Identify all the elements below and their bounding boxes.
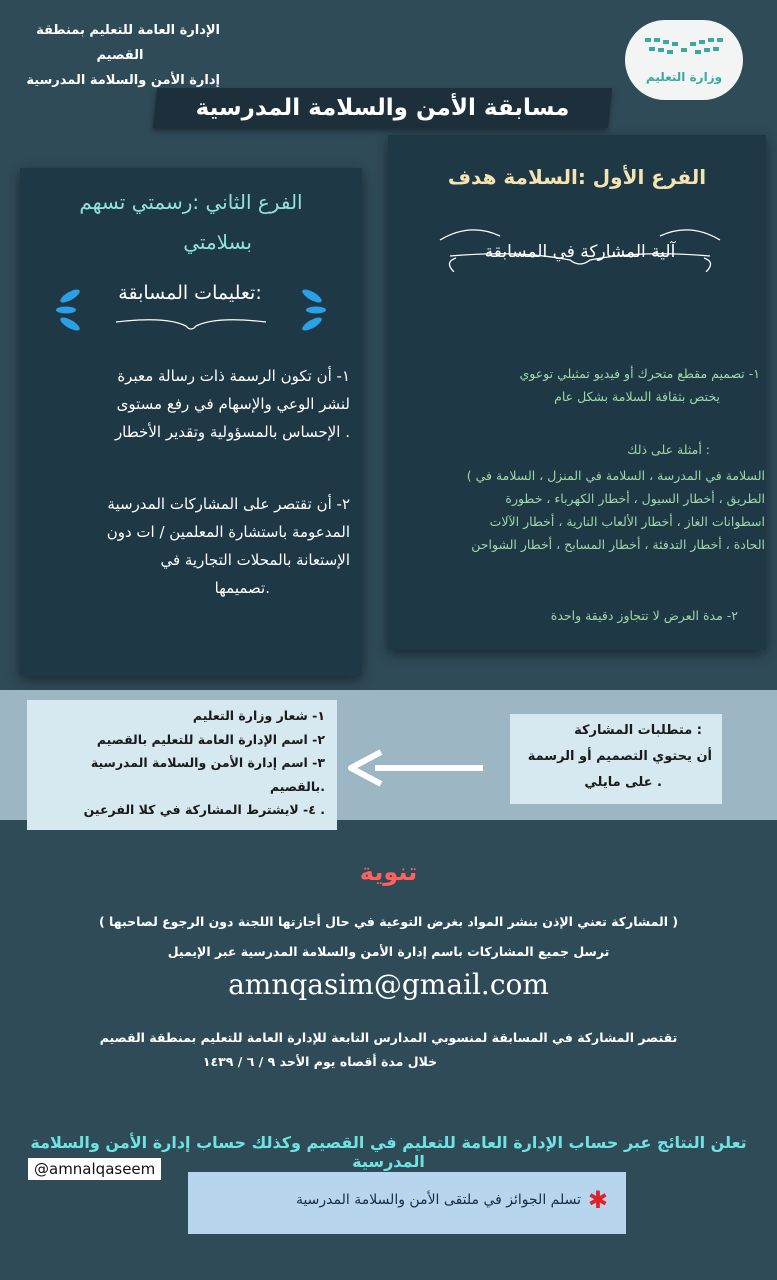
branch1-examples-label: أمثلة على ذلك : <box>627 442 710 457</box>
requirements-list-box <box>27 700 337 830</box>
page-title: مسابقة الأمن والسلامة المدرسية <box>195 95 570 121</box>
requirements-item: بالقصيم. <box>269 778 325 794</box>
logo-text: وزارة التعليم <box>645 70 723 84</box>
header-org-text <box>20 18 220 93</box>
examples-line: الطريق ، أخطار السيول ، أخطار الكهرباء ، خطورة <box>505 491 765 506</box>
examples-line: ( السلامة في المدرسة ، السلامة في المنزل ، السلامة في <box>466 468 765 483</box>
splash-decoration-icon <box>56 282 326 332</box>
branch2-p2-line: الإستعانة بالمحلات التجارية في <box>160 551 350 569</box>
branch1-examples <box>400 464 765 556</box>
requirements-item: ٣- اسم إدارة الأمن والسلامة المدرسية <box>90 755 325 770</box>
header-line: الإدارة العامة للتعليم بمنطقة <box>36 23 220 38</box>
requirements-label-line: على مايلي . <box>584 775 662 790</box>
branch2-p2-line: ٢- أن تقتصر على المشاركات المدرسية <box>107 495 350 513</box>
branch2-instructions-heading: تعليمات المسابقة: <box>118 282 262 304</box>
notice-line2: ترسل جميع المشاركات باسم إدارة الأمن والسلامة المدرسية عبر الإيميل <box>167 944 610 959</box>
branch2-title <box>20 182 362 262</box>
branch1-item1-line: ١- تصميم مقطع متحرك أو فيديو تمثيلي توعوي <box>519 366 760 381</box>
notice-line4: خلال مدة أقصاه يوم الأحد ٩ / ٦ / ١٤٣٩ <box>202 1054 438 1069</box>
branch1-mechanism-heading: آلية المشاركة في المسابقة <box>484 242 676 262</box>
requirements-item: ٢- اسم الإدارة العامة للتعليم بالقصيم <box>96 731 325 747</box>
branch2-title-line: الفرع الثاني :رسمتي تسهم <box>79 190 303 214</box>
notice-title: تنوية <box>359 858 418 886</box>
star-icon: ✱ <box>587 1186 608 1214</box>
notice-results: تعلن النتائج عبر حساب الإدارة العامة للتعليم في القصيم وكذلك حساب إدارة الأمن والسلامة المدرسية <box>30 1133 747 1171</box>
branch2-title-line: بسلامتي <box>183 230 252 254</box>
notice-line1: ( المشاركة تعني الإذن بنشر المواد بغرض التوعية في حال أجازتها اللجنة دون الرجوع لصاحبها ) <box>98 914 679 929</box>
branch2-p1-line: ١- أن تكون الرسمة ذات رسالة معبرة <box>117 367 350 385</box>
branch2-p2-line: تصميمها. <box>214 579 270 597</box>
branch2-p1-line: الإحساس بالمسؤولية وتقدير الأخطار . <box>114 423 350 441</box>
requirements-item: ١- شعار وزارة التعليم <box>192 708 325 723</box>
branch1-item1-line: يختص بثقافة السلامة بشكل عام <box>554 389 720 404</box>
branch1-title: الفرع الأول :السلامة هدف <box>447 165 707 189</box>
branch2-paragraph2 <box>30 490 350 602</box>
requirements-label-box <box>510 714 722 804</box>
header-line: القصيم <box>96 48 144 63</box>
branch1-item1 <box>400 362 760 408</box>
title-banner <box>153 88 612 128</box>
requirements-item: ٤- لايشترط المشاركة في كلا الفرعين . <box>83 802 325 817</box>
branch2-paragraph1 <box>30 362 350 446</box>
requirements-label-line: متطلبات المشاركة : <box>574 723 702 738</box>
prize-box <box>188 1172 626 1234</box>
examples-line: اسطوانات الغاز ، أخطار الألعاب النارية ، أخطار الآلات <box>489 514 765 529</box>
prize-text: تسلم الجوائز في ملتقى الأمن والسلامة المدرسية <box>295 1192 581 1208</box>
ornament-flourish-icon <box>430 222 730 272</box>
examples-line: الحادة ، أخطار التدفئة ، أخطار المسابح ، أخطار الشواحن <box>471 537 765 552</box>
ministry-logo <box>625 20 743 100</box>
requirements-label-line: أن يحتوي التصميم أو الرسمة <box>527 749 712 764</box>
notice-email[interactable]: amnqasim@gmail.com <box>228 968 549 1001</box>
arrow-left-icon <box>345 748 485 788</box>
twitter-handle[interactable]: @amnalqaseem <box>28 1158 161 1180</box>
branch1-item2: ٢- مدة العرض لا تتجاوز دقيقة واحدة <box>550 608 738 623</box>
header-line: إدارة الأمن والسلامة المدرسية <box>26 73 220 88</box>
branch2-p1-line: لنشر الوعي والإسهام في رفع مستوى <box>116 395 350 413</box>
notice-line3: تقتصر المشاركة في المسابقة لمنسوبي المدارس التابعة للإدارة العامة للتعليم بمنطقة القصيم <box>99 1030 678 1045</box>
branch2-p2-line: المدعومة باستشارة المعلمين / ات دون <box>106 523 350 541</box>
logo-dots-icon <box>643 34 725 62</box>
